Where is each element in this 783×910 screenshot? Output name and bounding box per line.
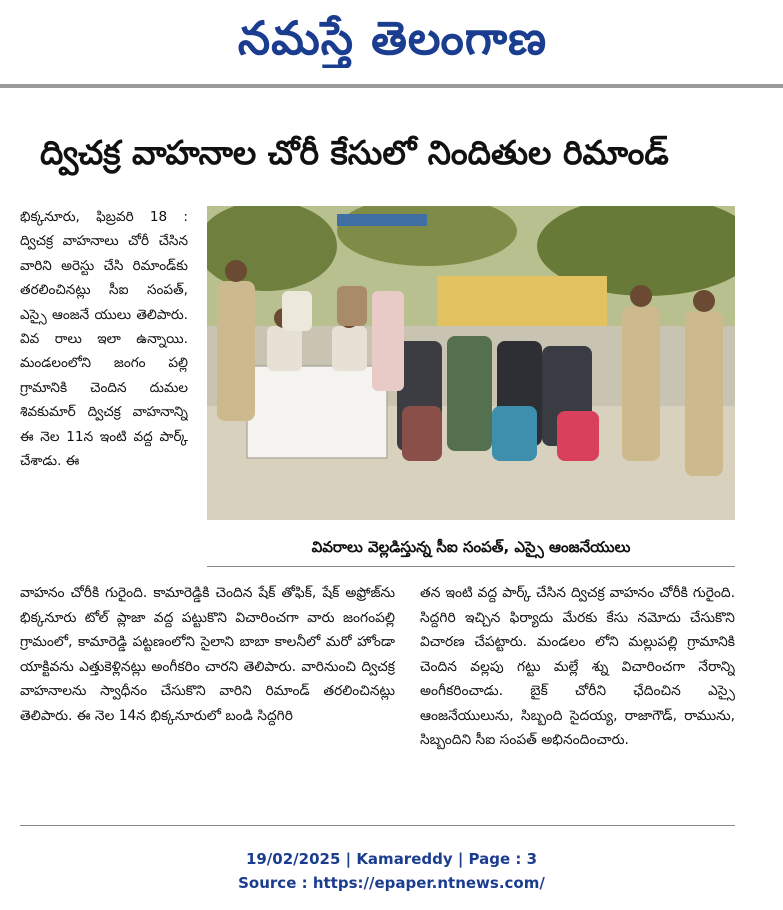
caption-divider — [207, 566, 735, 567]
photo-illustration — [207, 206, 735, 520]
footer-divider — [20, 825, 735, 826]
masthead-divider — [0, 84, 783, 88]
news-photo — [207, 206, 735, 520]
article-column-middle: వాహనం చోరీకి గురైంది. కామారెడ్డికి చెందిన షేక్ తోఫిక్, షేక్ అఫ్రోజ్‌ను భిక్కనూరు టోల్ ప్లాజా వద్ద పట్టుకొని విచారించగా వారు జంగంపల్లి గ్రామంలో, కామారెడ్డి పట్టణంలోని సైలాని బాబా కాలనీలో మరో హోండా యాక్టివను ఎత్తుకెళ్లినట్లు అంగీకరిం చారని తెలిపారు. వారినుంచి ద్విచక్ర వాహనాలను స్వాధీనం చేసుకొని వారిని రిమాండ్ తరలించినట్లు తెలిపారు. ఈ నెల 14న భిక్కనూరులో బండి సిద్దగిరి — [20, 585, 395, 724]
masthead — [0, 0, 783, 78]
article-headline: ద్విచక్ర వాహనాల చోరీ కేసులో నిందితుల రిమాండ్ — [40, 133, 669, 172]
article-column-right: తన ఇంటి వద్ద పార్క్ చేసిన ద్విచక్ర వాహనం చోరీకి గురైంది. సిద్దగిరి ఇచ్చిన ఫిర్యాదు మేరకు కేసు నమోదు చేసుకొని విచారణ చేపట్టారు. మండలం లోని మల్లుపల్లి గ్రామానికి చెందిన వల్లపు గట్టు మల్లే శ్ను విచారించగా నేరాన్ని అంగీకరించాడు. బైక్ చోరీని ఛేదించిన ఎస్సై ఆంజనేయులును, సిబ్బంది సైదయ్య, రాజాగౌడ్, రామును, సిబ్బందిని సీఐ సంపత్ అభినందించారు. — [420, 585, 735, 748]
photo-caption: వివరాలు వెల్లడిస్తున్న సీఐ సంపత్, ఎస్సై ఆంజనేయులు — [311, 538, 631, 556]
article-column-left: భిక్కనూరు, ఫిబ్రవరి 18 : ద్విచక్ర వాహనాలు చోరీ చేసిన వారిని అరెస్టు చేసి రిమాండ్‌కు తరలించినట్లు సీఐ సంపత్, ఎస్సై ఆంజనే యులు తెలిపారు. వివ రాలు ఇలా ఉన్నాయి. మండలంలోని జంగం పల్లి గ్రామానికి చెందిన దుమల శివకుమార్ ద్విచక్ర వాహనాన్ని ఈ నెల 11న ఇంటి వద్ద పార్క్ చేశాడు. ఈ — [20, 209, 188, 470]
source-link[interactable]: Source : https://epaper.ntnews.com/ — [238, 874, 545, 892]
edition-info: 19/02/2025 | Kamareddy | Page : 3 — [245, 850, 538, 868]
newspaper-logo: నమస్తే తెలంగాణ — [237, 11, 548, 65]
